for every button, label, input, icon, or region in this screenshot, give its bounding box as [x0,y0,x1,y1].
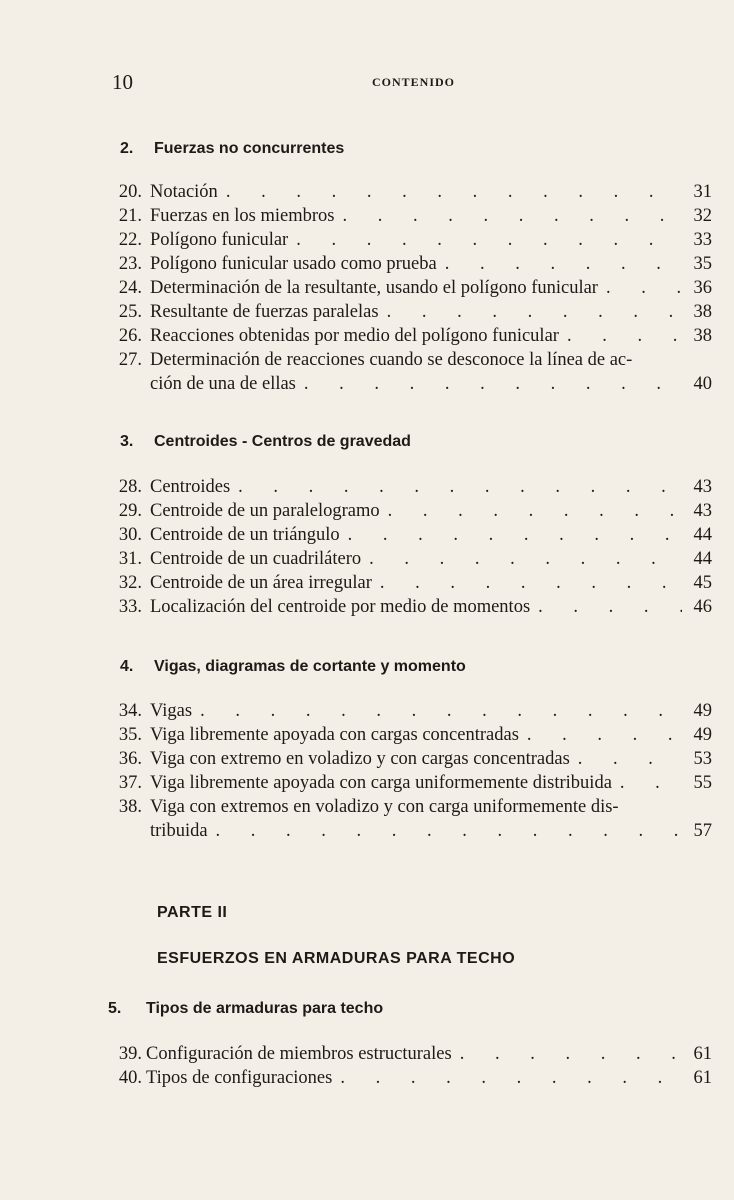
running-head: CONTENIDO [372,75,456,89]
dot-leader [570,747,682,771]
toc-entry-31[interactable] [108,547,712,571]
section-heading-4 [120,658,466,676]
entry-title: Polígono funicular [150,230,289,250]
entry-page: 43 [693,501,712,521]
entry-title: Centroide de un cuadrilátero [150,549,362,569]
toc-entry-37[interactable] [108,771,712,795]
dot-leader [361,547,682,571]
entry-number: 36. [118,749,142,769]
entry-page: 61 [693,1068,712,1088]
entry-title-continued: tribuida [150,821,208,841]
entry-number: 30. [118,525,142,545]
section-number: 3. [120,433,134,450]
entry-number: 28. [118,477,142,497]
entry-number: 21. [118,206,142,226]
entry-number: 40. [118,1068,142,1088]
toc-entry-25[interactable] [108,300,712,324]
entry-page: 57 [693,821,712,841]
entry-title: Viga con extremos en voladizo y con carga uniformemente dis- [150,797,619,817]
entry-number: 25. [118,302,142,322]
dot-leader [192,699,682,723]
entry-title: Fuerzas en los miembros [150,206,335,226]
section-heading-5 [108,1000,383,1018]
entry-page: 46 [693,597,712,617]
entry-number: 20. [118,182,142,202]
entry-number: 29. [118,501,142,521]
entry-number: 22. [118,230,142,250]
dot-leader [230,475,682,499]
entry-page: 31 [693,182,712,202]
entry-page: 44 [693,525,712,545]
entry-title: Determinación de reacciones cuando se desconoce la línea de ac- [150,350,633,370]
toc-entry-23[interactable] [108,252,712,276]
entry-title-continued: ción de una de ellas [150,374,296,394]
entry-page: 45 [693,573,712,593]
section-number: 5. [108,1000,122,1017]
toc-entry-24[interactable] [108,276,712,300]
entry-number: 35. [118,725,142,745]
entry-page: 40 [693,374,712,394]
section-number: 4. [120,658,134,675]
entry-title: Centroide de un área irregular [150,573,372,593]
dot-leader [288,228,682,252]
entry-page: 43 [693,477,712,497]
toc-entry-26[interactable] [108,324,712,348]
entry-number: 34. [118,701,142,721]
entry-number: 33. [118,597,142,617]
entry-title: Viga con extremo en voladizo y con cargas concentradas [150,749,570,769]
dot-leader [208,819,682,843]
entry-title: Configuración de miembros estructurales [146,1044,452,1064]
section-title: Centroides - Centros de gravedad [154,433,411,450]
toc-entry-36[interactable] [108,747,712,771]
dot-leader [437,252,682,276]
entry-number: 26. [118,326,142,346]
entry-number: 31. [118,549,142,569]
toc-entry-34[interactable] [108,699,712,723]
section-number: 2. [120,140,134,157]
toc-entry-27-continued[interactable] [150,372,712,396]
toc-entry-38-continued[interactable] [150,819,712,843]
entry-number: 27. [118,350,142,370]
section-title: Fuerzas no concurrentes [154,140,345,157]
section-heading-3 [120,433,411,451]
entry-page: 49 [693,701,712,721]
toc-entry-39[interactable] [108,1042,712,1066]
toc-entry-38[interactable] [108,795,712,819]
entry-page: 38 [693,326,712,346]
page-number: 10 [112,70,133,94]
entry-title: Resultante de fuerzas paralelas [150,302,379,322]
entry-page: 36 [693,278,712,298]
dot-leader [530,595,682,619]
entry-page: 61 [693,1044,712,1064]
dot-leader [452,1042,682,1066]
toc-entry-20[interactable] [108,180,712,204]
section-title: Vigas, diagramas de cortante y momento [154,658,466,675]
page-header [112,70,712,94]
entry-title: Centroide de un paralelogramo [150,501,380,521]
toc-entry-28[interactable] [108,475,712,499]
dot-leader [379,300,682,324]
section-title: Tipos de armaduras para techo [146,1000,384,1017]
toc-entry-35[interactable] [108,723,712,747]
entry-number: 39. [118,1044,142,1064]
entry-page: 44 [693,549,712,569]
dot-leader [340,523,682,547]
dot-leader [372,571,682,595]
entry-title: Viga libremente apoyada con cargas concentradas [150,725,519,745]
dot-leader [559,324,682,348]
entry-page: 49 [693,725,712,745]
entry-title: Tipos de configuraciones [146,1068,333,1088]
toc-entry-22[interactable] [108,228,712,252]
entry-title: Vigas [150,701,193,721]
entry-number: 23. [118,254,142,274]
toc-entry-32[interactable] [108,571,712,595]
entry-title: Reacciones obtenidas por medio del polígono funicular [150,326,559,346]
entry-number: 37. [118,773,142,793]
entry-page: 55 [693,773,712,793]
entry-title: Polígono funicular usado como prueba [150,254,437,274]
entry-title: Determinación de la resultante, usando el polígono funicular [150,278,598,298]
dot-leader [296,372,682,396]
section-heading-2 [120,140,344,158]
entry-page: 38 [693,302,712,322]
part-title: ESFUERZOS EN ARMADURAS PARA TECHO [157,950,516,967]
entry-title: Centroide de un triángulo [150,525,340,545]
entry-page: 33 [693,230,712,250]
entry-title: Notación [150,182,218,202]
toc-entry-30[interactable] [108,523,712,547]
entry-title: Localización del centroide por medio de momentos [150,597,531,617]
toc-entry-40[interactable] [108,1066,712,1090]
toc-entry-21[interactable] [108,204,712,228]
dot-leader [612,771,682,795]
entry-number: 38. [118,797,142,817]
dot-leader [598,276,682,300]
entry-page: 35 [693,254,712,274]
toc-entry-27[interactable] [108,348,712,372]
entry-number: 24. [118,278,142,298]
entry-page: 53 [693,749,712,769]
entry-title: Viga libremente apoyada con carga uniformemente distribuida [150,773,612,793]
dot-leader [519,723,682,747]
part-label: PARTE II [157,904,228,921]
toc-entry-29[interactable] [108,499,712,523]
dot-leader [380,499,682,523]
entry-title: Centroides [150,477,231,497]
entry-number: 32. [118,573,142,593]
entry-page: 32 [693,206,712,226]
toc-entry-33[interactable] [108,595,712,619]
dot-leader [334,204,682,228]
dot-leader [332,1066,682,1090]
dot-leader [218,180,682,204]
